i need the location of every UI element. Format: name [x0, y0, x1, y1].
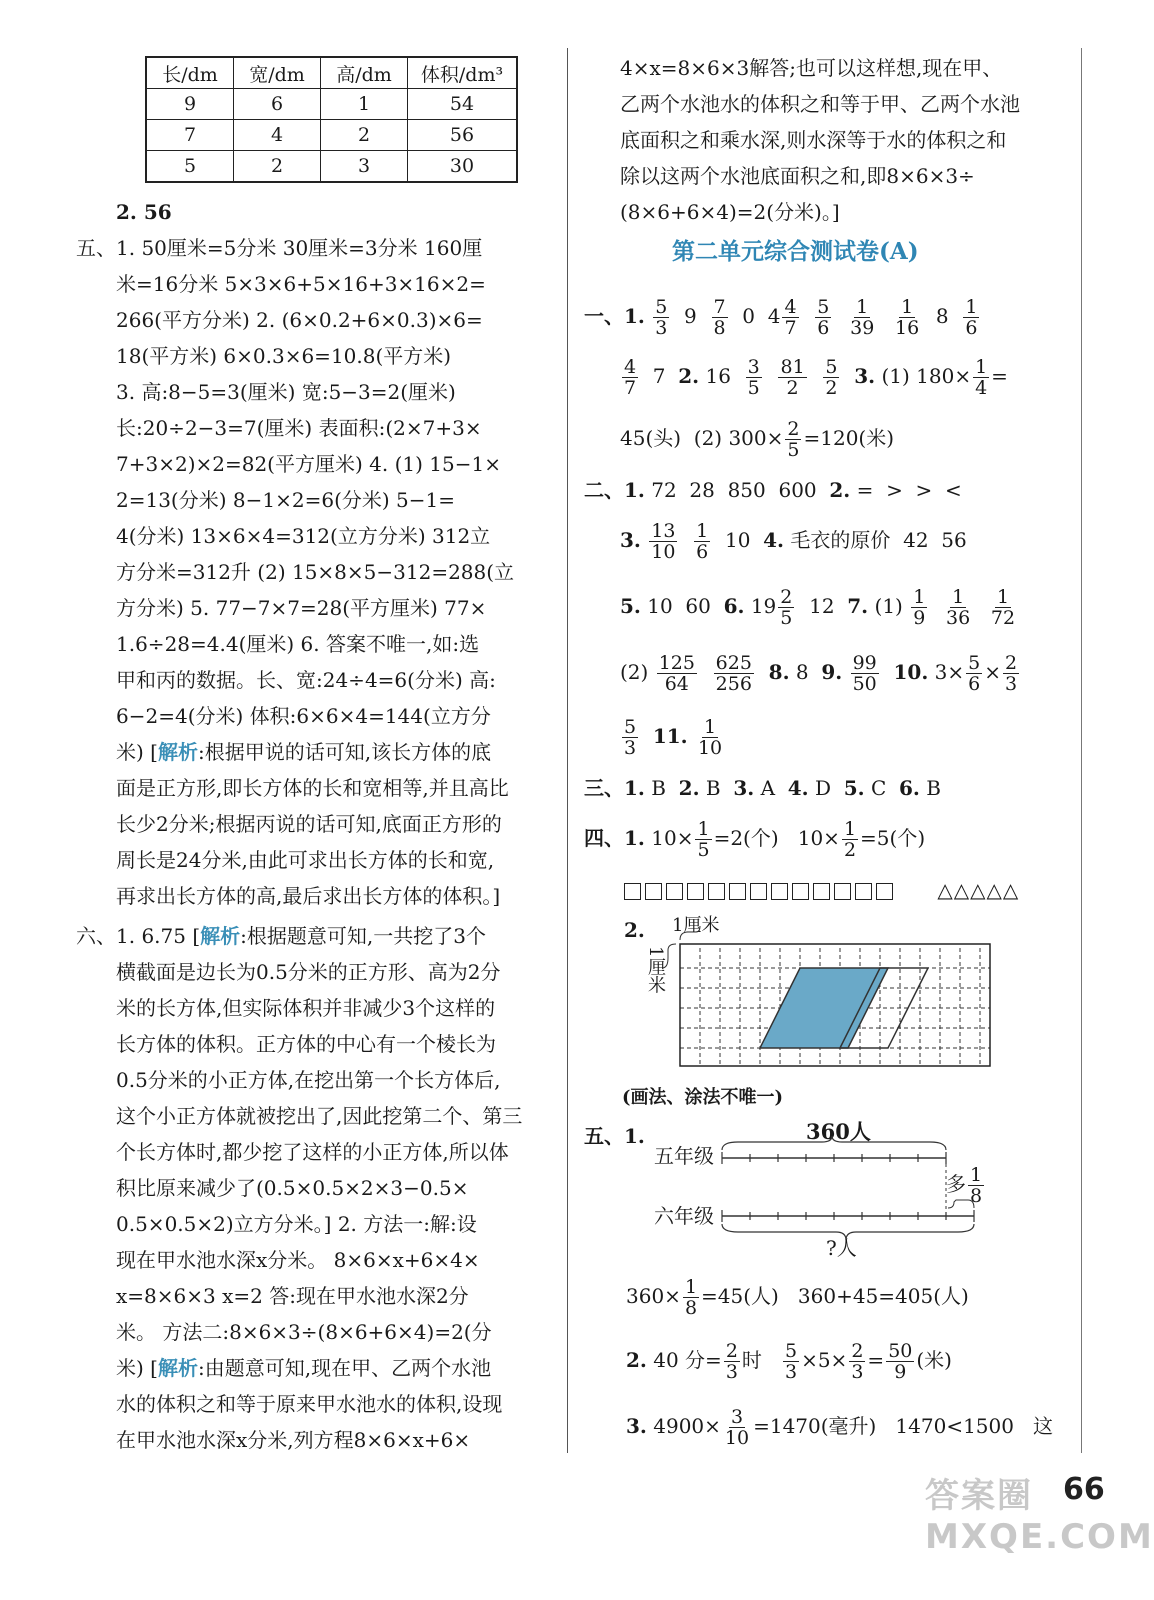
table-cell: 3 — [321, 151, 408, 183]
table-cell: 4 — [234, 120, 321, 151]
triangles-group — [937, 878, 1019, 902]
table-cell: 6 — [234, 89, 321, 120]
answer-line-fractions: $\frac{4}{7}$ 7 2. 16 $\frac{3}{5}$ $\frac{81}{2}$ $\frac{5}{2}$ 3. (1) 180× $\frac{1}{4}$ = — [624, 356, 1008, 399]
table-cell: 2 — [321, 120, 408, 151]
answer-line: 米) [解析:由题意可知,现在甲、乙两个水池 — [116, 1356, 492, 1380]
table-header: 长/dm — [146, 57, 234, 89]
fraction: $\frac{7}{8}$ — [713, 296, 726, 339]
table-cell: 1 — [321, 89, 408, 120]
answer-line: 米) [解析:根据甲说的话可知,该长方体的底 — [116, 740, 492, 764]
answer-line: 现在甲水池水深x分米。 8×6×x+6×4× — [116, 1248, 480, 1272]
answer-line-fractions: (2) $\frac{125}{64}$ $\frac{625}{256}$ 8. 8 9. $\frac{99}{50}$ 10. 3× $\frac{5}{6}$ × $\frac{2}{3}$ — [620, 652, 1018, 695]
answer-line-fractions: 2. 40 分= $\frac{2}{3}$ 时 $\frac{5}{3}$ ×5× $\frac{2}{3}$ = $\frac{50}{9}$ (米) — [626, 1340, 952, 1383]
square-shape — [687, 883, 704, 900]
table-cell: 54 — [408, 89, 518, 120]
answer-line: 长少2分米;根据丙说的话可知,底面正方形的 — [116, 812, 502, 836]
watermark: 答案圈 MXQE.COM — [925, 1476, 1154, 1557]
fraction: $\frac{1}{39}$ — [850, 296, 875, 339]
answer-line: 积比原来减少了(0.5×0.5×2×3−0.5× — [116, 1176, 469, 1200]
answer-line: 个长方体时,都少挖了这样的小正方体,所以体 — [116, 1140, 509, 1164]
answer-line: 长方体的体积。正方体的中心有一个棱长为 — [116, 1032, 496, 1056]
answer-line: 这个小正方体就被挖出了,因此挖第二个、第三 — [116, 1104, 523, 1128]
fraction: $\frac{5}{6}$ — [817, 296, 830, 339]
square-shape — [729, 883, 746, 900]
answer-line: 方分米=312升 (2) 15×8×5−312=288(立 — [116, 560, 515, 584]
question-number: 2. — [624, 918, 645, 942]
square-shape — [771, 883, 788, 900]
page-edge-line — [1081, 48, 1082, 1453]
bar-label-six: 六年级 — [654, 1204, 714, 1228]
square-shape — [666, 883, 683, 900]
answer-line: 二、1. 72 28 850 600 2. = > > < — [584, 478, 962, 502]
answer-line: 乙两个水池水的体积之和等于甲、乙两个水池 — [620, 92, 1020, 116]
grid-note: (画法、涂法不唯一) — [622, 1087, 784, 1108]
answer-line: 0.5分米的小正方体,在挖出第一个长方体后, — [116, 1068, 501, 1092]
answer-line: 在甲水池水深x分米,列方程8×6×x+6× — [116, 1428, 471, 1452]
question-number: 五、1. — [584, 1124, 645, 1148]
table-cell: 5 — [146, 151, 234, 183]
answer-line: 底面积之和乘水深,则水深等于水的体积之和 — [620, 128, 1007, 152]
answer-line: 2=13(分米) 8−1×2=6(分米) 5−1= — [116, 488, 455, 512]
bar-unknown-label: ?人 — [826, 1236, 857, 1260]
answer-line: 五、1. 50厘米=5分米 30厘米=3分米 160厘 — [76, 236, 483, 260]
dimension-table — [145, 56, 518, 183]
answer-line: 6−2=4(分米) 体积:6×6×4=144(立方分 — [116, 704, 491, 728]
squares-group — [624, 878, 897, 902]
analysis-tag: 解析 — [157, 740, 198, 764]
answer-line: 米的长方体,但实际体积并非减少3个这样的 — [116, 996, 496, 1020]
table-cell: 56 — [408, 120, 518, 151]
answer-line: 方分米) 5. 77−7×7=28(平方厘米) 77× — [116, 596, 487, 620]
bar-more-label: 多 $\frac{1}{8}$ — [946, 1164, 983, 1207]
analysis-tag: 解析 — [200, 924, 241, 948]
answer-line: 4×x=8×6×3解答;也可以这样想,现在甲、 — [620, 56, 1003, 80]
grid-label-side: 1厘米 — [645, 946, 666, 994]
table-header: 高/dm — [321, 57, 408, 89]
answer-line: 周长是24分米,由此可求出长方体的长和宽, — [116, 848, 495, 872]
answer-line: 米。 方法二:8×6×3÷(8×6+6×4)=2(分 — [116, 1320, 492, 1344]
answer-line: 面是正方形,即长方体的长和宽相等,并且高比 — [116, 776, 509, 800]
analysis-tag: 解析 — [157, 1356, 198, 1380]
square-shape — [855, 883, 872, 900]
bar-label-five: 五年级 — [654, 1144, 714, 1168]
answer-line: 4(分米) 13×6×4=312(立方分米) 312立 — [116, 524, 491, 548]
page-number: 66 — [1063, 1472, 1105, 1507]
answer-line-fractions: 一、1. $\frac{5}{3}$ 9 $\frac{7}{8}$ 0 4 $\frac{4}{7}$ $\frac{5}{6}$ $\frac{1}{39}$ $\frac{1}{16}$ 8 $\frac{1}{6}$ — [584, 296, 978, 339]
answer-line: 除以这两个水池底面积之和,即8×6×3÷ — [620, 164, 975, 188]
square-shape — [876, 883, 893, 900]
answer-line: 2. 56 — [116, 200, 172, 224]
shape-row — [624, 878, 1019, 902]
answer-line: 横截面是边长为0.5分米的正方形、高为2分 — [116, 960, 501, 984]
answer-line: 水的体积之和等于原来甲水池水的体积,设现 — [116, 1392, 503, 1416]
square-shape — [624, 883, 641, 900]
square-shape — [750, 883, 767, 900]
answer-line-fractions: $\frac{5}{3}$ 11. $\frac{1}{10}$ — [624, 716, 723, 759]
answer-line-fractions: 360× $\frac{1}{8}$ =45(人) 360+45=405(人) — [626, 1276, 969, 1319]
fraction: $\frac{1}{16}$ — [895, 296, 920, 339]
square-shape — [834, 883, 851, 900]
answer-line: 米=16分米 5×3×6+5×16+3×16×2= — [116, 272, 486, 296]
grid-label-top: 1厘米 — [672, 915, 720, 936]
answer-line: 7+3×2)×2=82(平方厘米) 4. (1) 15−1× — [116, 452, 501, 476]
section-title: 第二单元综合测试卷(A) — [672, 238, 919, 265]
fraction: $\frac{5}{3}$ — [655, 296, 668, 339]
answer-line: 3. 高:8−5=3(厘米) 宽:5−3=2(厘米) — [116, 380, 456, 404]
answer-line: 六、1. 6.75 [解析:根据题意可知,一共挖了3个 — [76, 924, 486, 948]
table-header: 宽/dm — [234, 57, 321, 89]
answer-line-fractions: 3. $\frac{13}{10}$ $\frac{1}{6}$ 10 4. 毛衣的原价 42 56 — [620, 520, 967, 563]
table-cell: 2 — [234, 151, 321, 183]
answer-line: 18(平方米) 6×0.3×6=10.8(平方米) — [116, 344, 452, 368]
bar-total-label: 360人 — [806, 1119, 871, 1144]
square-shape — [813, 883, 830, 900]
triangle-shape: △ — [970, 878, 986, 902]
answer-line: 0.5×0.5×2)立方分米。] 2. 方法一:解:设 — [116, 1212, 477, 1236]
answer-line-fractions: 45(头) (2) 300× $\frac{2}{5}$ =120(米) — [620, 418, 895, 461]
triangle-shape: △ — [986, 878, 1002, 902]
answer-line-fractions: 3. 4900× $\frac{3}{10}$ =1470(毫升) 1470<1500 这 — [626, 1406, 1054, 1449]
answer-line: (8×6+6×4)=2(分米)。] — [620, 200, 840, 224]
shaded-parallelogram — [760, 968, 888, 1048]
table-cell: 9 — [146, 89, 234, 120]
square-shape — [792, 883, 809, 900]
answer-line: 1.6÷28=4.4(厘米) 6. 答案不唯一,如:选 — [116, 632, 480, 656]
fraction: $\frac{4}{7}$ — [784, 296, 797, 339]
fraction: $\frac{1}{6}$ — [965, 296, 978, 339]
square-shape — [645, 883, 662, 900]
answer-line: 三、1. B 2. B 3. A 4. D 5. C 6. B — [584, 776, 941, 800]
triangle-shape: △ — [953, 878, 970, 902]
answer-line-fractions: 四、1. 10× $\frac{1}{5}$ =2(个) 10× $\frac{1}{2}$ =5(个) — [584, 818, 926, 861]
answer-line: 再求出长方体的高,最后求出长方体的体积。] — [116, 884, 501, 908]
answer-line: 266(平方分米) 2. (6×0.2+6×0.3)×6= — [116, 308, 483, 332]
answer-line: 长:20÷2−3=7(厘米) 表面积:(2×7+3× — [116, 416, 482, 440]
triangle-shape: △ — [1002, 878, 1019, 902]
answer-line: x=8×6×3 x=2 答:现在甲水池水深2分 — [116, 1284, 469, 1308]
square-shape — [708, 883, 725, 900]
triangle-shape: △ — [937, 878, 953, 902]
answer-line: 甲和丙的数据。长、宽:24÷4=6(分米) 高: — [116, 668, 496, 692]
table-cell: 30 — [408, 151, 518, 183]
answer-line-fractions: 5. 10 60 6. 19 $\frac{2}{5}$ 12 7. (1) $\frac{1}{9}$ $\frac{1}{36}$ $\frac{1}{72}$ — [620, 586, 1016, 629]
table-header: 体积/dm³ — [408, 57, 518, 89]
table-cell: 7 — [146, 120, 234, 151]
column-divider — [567, 48, 568, 1453]
